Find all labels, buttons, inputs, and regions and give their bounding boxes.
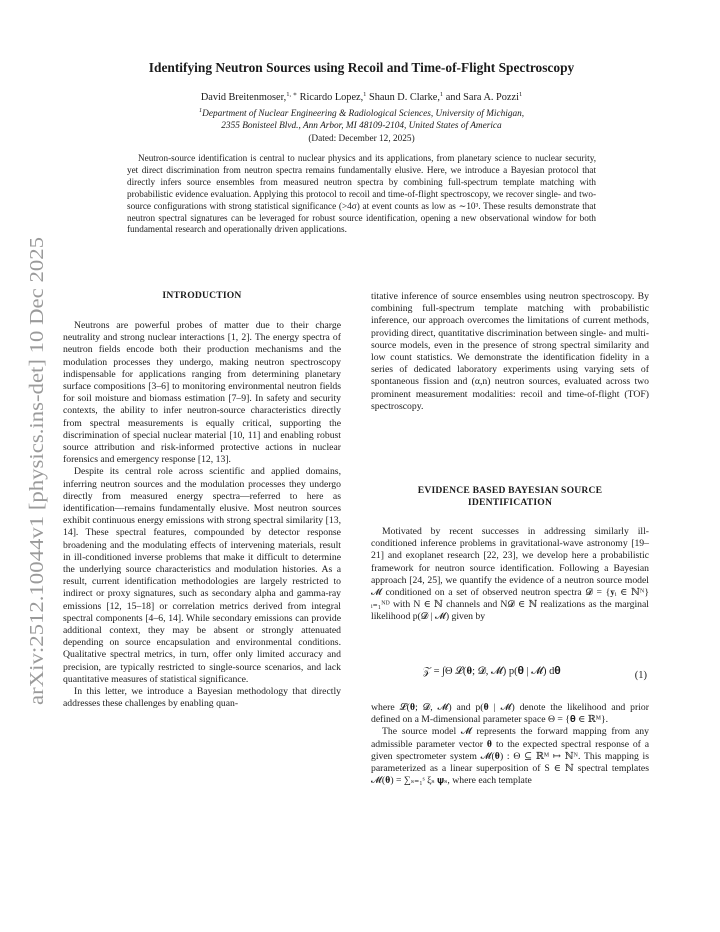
section-heading-introduction: INTRODUCTION — [162, 290, 242, 301]
section-heading-evidence — [371, 485, 649, 509]
author-affiliation-mark: 1 — [363, 91, 367, 98]
evidence-paragraphs-block — [371, 702, 649, 787]
section-heading-line: EVIDENCE BASED BAYESIAN SOURCE — [417, 485, 603, 496]
equation-body: 𝒵 = ∫Θ 𝓛(𝛉; 𝓓, 𝓜) p(𝛉 | 𝓜) d𝛉 — [423, 666, 561, 677]
author-affiliation-mark: 1 — [518, 91, 523, 98]
equation-1 — [371, 664, 649, 694]
affiliation-text: Department of Nuclear Engineering & Radiological Sciences, University of Michigan, — [202, 109, 525, 119]
affiliation-line-2: 2355 Bonisteel Blvd., Ann Arbor, MI 48109-2104, United States of America — [221, 121, 502, 131]
author-affiliation-mark: 1, ∗ — [286, 91, 298, 98]
paper-title: Identifying Neutron Sources using Recoil and Time-of-Flight Spectroscopy — [148, 60, 575, 75]
arxiv-stamp-text: arXiv:2512.10044v1 [physics.ins-det] 10 Dec 2025 — [27, 304, 48, 705]
author-list — [78, 91, 645, 104]
right-column-top — [371, 291, 649, 413]
evidence-paragraph-2: where 𝓛(𝛉; 𝓓, 𝓜) and p(𝛉 | 𝓜) denote the likelihood and prior defined on a M-dimensional parameter space Θ = {𝛉 ∈ ℝᴹ}. — [371, 702, 649, 726]
intro-paragraph-1: Neutrons are powerful probes of matter due to their charge neutrality and strong nuclear interactions [1, 2]. The energy spectra of neutron fields encode both their production mechanisms and the modulation processes they undergo, making neutron spectroscopy indispensable for applications ranging from determining planetary surface compositions [3–6] to monitoring environmental neutron fields for soil moisture and biomass estimation [7–9]. In safety and security contexts, the ability to infer neutron-source characteristics directly from spectral measurements is equally critical, supporting the discrimination of special nuclear material [10, 11] and enabling robust source attribution and risk-informed protective actions in nuclear forensics and emergency response [12, 13]. — [63, 320, 341, 466]
arxiv-identifier-stamp[interactable] — [16, 236, 56, 706]
equation-number: (1) — [634, 670, 647, 681]
author-name: David Breitenmoser, — [200, 92, 287, 103]
abstract: Neutron-source identification is central to nuclear physics and its applications, from planetary science to nuclear security, yet direct discrimination from neutron spectra remains fundamentally elusive. Here, we introduce a Bayesian protocol that directly infers source ensembles from measured neutron spectra by combining full-spectrum template matching with probabilistic evidence evaluation. Applying this protocol to recoil and time-of-flight spectroscopy, we recover single- and two-source configurations with strong statistical significance (>4σ) at event counts as low as ∼10³. These results demonstrate that neutron spectral signatures can be leveraged for robust source identification, opening a new observational window for both fundamental research and operationally driven applications. — [127, 153, 596, 235]
evidence-paragraph-1-block — [371, 526, 649, 624]
author-name: Ricardo Lopez, — [297, 92, 364, 103]
left-column — [63, 320, 341, 711]
author-name: and Sara A. Pozzi — [443, 92, 519, 103]
affiliation-mark: 1 — [198, 107, 203, 114]
evidence-paragraph-1: Motivated by recent successes in addressing similarly ill-conditioned inference problems in gravitational-wave astronomy [19–21] and exoplanet research [22, 23], we develop here a probabilistic framework for neutron source identification. Following a Bayesian approach [24, 25], we quantify the evidence of a neutron source model 𝓜 conditioned on a set of observed neutron spectra 𝓓 = {𝐲ᵢ ∈ ℕᴺ}ᵢ₌₁ᴺᴰ with N ∈ ℕ channels and N𝓓 ∈ ℕ realizations as the marginal likelihood p(𝓓 | 𝓜) given by — [371, 526, 649, 623]
intro-paragraph-3: In this letter, we introduce a Bayesian methodology that directly addresses these challenges by enabling quan- — [63, 686, 341, 710]
affiliation-line-1 — [78, 108, 645, 120]
intro-paragraph-3-continued: titative inference of source ensembles using neutron spectroscopy. By combining full-spectrum template matching with probabilistic inference, our approach overcomes the limitations of current methods, providing direct, quantitative discrimination between single- and multi-source models, even in the presence of strong spectral similarity and low count statistics. We demonstrate the identification fidelity in a series of dedicated laboratory experiments using varying sets of spontaneous fission and (α,n) neutron sources, evaluated across two prominent measurement modalities: recoil and time-of-flight (TOF) spectroscopy. — [371, 291, 649, 412]
dated-line: (Dated: December 12, 2025) — [308, 134, 415, 144]
section-heading-line: IDENTIFICATION — [467, 497, 553, 508]
intro-paragraph-2: Despite its central role across scientific and applied domains, inferring neutron sources and the modulation processes they undergo directly from measured energy spectra—referred to here as identification—remains fundamentally elusive. Most neutron sources exhibit continuous energy emissions with strong spectral similarity [13, 14]. These spectral features, compounded by detector response broadening and the modulating effects of intervening materials, result in ill-conditioned inverse problems that make it difficult to determine the underlying source characteristics and modulation histories. As a result, current identification methodologies are largely restricted to indirect or proxy signatures, such as secondary alpha and gamma-ray emissions [12, 15–18] or correlation metrics derived from integral spectral components [4–6, 14]. While secondary emissions can provide additional context, they may be absent or strongly attenuated depending on source encapsulation and environmental conditions. Qualitative spectral metrics, in turn, offer only limited accuracy and precision, are typically restricted to single-source scenarios, and lack quantitative measures of statistical significance. — [63, 466, 341, 685]
evidence-paragraph-3: The source model 𝓜 represents the forward mapping from any admissible parameter vector 𝛉 to the expected spectral response of a given spectrometer system 𝓜(𝛉) : Θ ⊆ ℝᴹ ↦ ℕᴺ. This mapping is parameterized as a linear superposition of S ∈ ℕ spectral templates 𝓜(𝛉) = ∑ₛ₌₁ˢ ξₛ 𝛙ₛ, where each template — [371, 726, 649, 787]
author-name: Shaun D. Clarke, — [366, 92, 440, 103]
author-affiliation-mark: 1 — [439, 91, 444, 98]
